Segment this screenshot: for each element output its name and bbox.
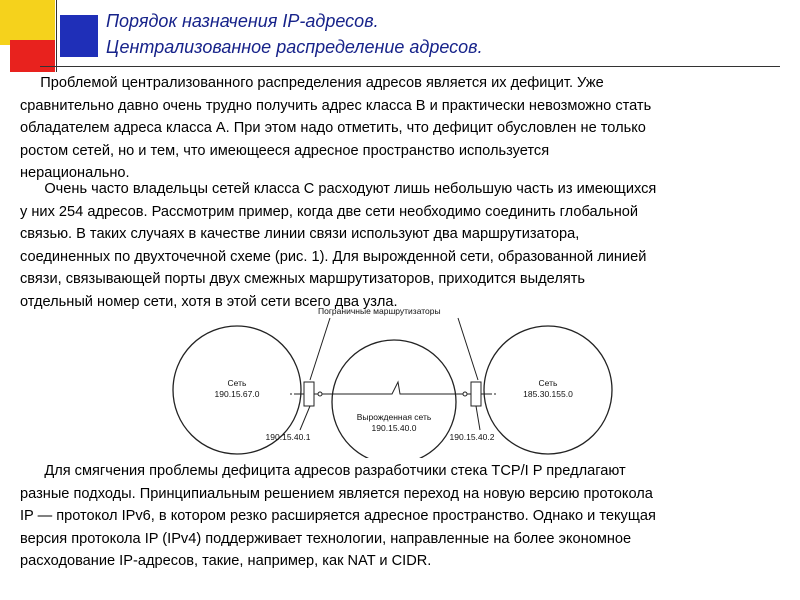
text-line: у них 254 адресов. Рассмотрим пример, когда две сети необходимо соединить глобальной (20, 203, 639, 220)
point-to-point-link (322, 382, 463, 394)
logo-square-yellow (0, 0, 55, 45)
network-center-label: Вырожденная сеть (356, 412, 432, 422)
network-center-address: 190.15.40.0 (371, 423, 417, 433)
network-right-address: 185.30.155.0 (523, 389, 573, 399)
text-line: связью. В таких случаях в качестве линии связи используют два маршрутизатора, (20, 226, 580, 242)
header-vertical-rule (56, 0, 57, 72)
port-left-address: 190.15.40.1 (265, 432, 311, 442)
slide-title-line-2: Централизованное распределение адресов. (106, 37, 483, 57)
router-right (471, 382, 481, 406)
text-line: сравнительно давно очень трудно получить адрес класса В и практически невозможно стать (20, 97, 652, 114)
text-line: Проблемой централизованного распределения адресов является их дефицит. Уже (20, 75, 604, 91)
routers-label: Пограничные маршрутизаторы (318, 306, 441, 316)
network-right-label: Сеть (538, 378, 558, 388)
logo-square-blue (60, 15, 98, 57)
text-line: связи, связывающей порты двух смежных маршрутизаторов, приходится выделять (20, 271, 586, 287)
network-diagram (160, 298, 640, 458)
text-line: расходование IP-адресов, такие, например, как NAT и CIDR. (20, 553, 432, 569)
text-line: ростом сетей, но и тем, что имеющееся адресное пространство используется (20, 142, 550, 159)
paragraph-solutions (20, 460, 793, 573)
text-line: отдельный номер сети, хотя в этой сети всего два узла. (20, 293, 398, 310)
header-horizontal-rule (40, 66, 780, 67)
paragraph-deficit (20, 72, 793, 185)
network-left-label: Сеть (227, 378, 247, 388)
text-line: IP — протокол IPv6, в котором резко расширяется адресное пространство. Однако и текущая (20, 508, 656, 524)
text-line: Очень часто владельцы сетей класса С расходуют лишь небольшую часть из имеющихся (20, 181, 657, 197)
network-center-circle (332, 340, 456, 458)
logo-square-red (10, 40, 55, 72)
text-line: версия протокола IP (IPv4) поддерживает технологии, направленные на более экономное (20, 530, 632, 547)
paragraph-class-c (20, 178, 793, 313)
text-line: обладателем адреса класса А. При этом надо отметить, что дефицит обусловлен не только (20, 120, 646, 136)
router-pointer-left (310, 318, 330, 380)
text-line: разные подходы. Принципиальным решением является переход на новую версию протокола (20, 485, 653, 502)
router-pointer-right (458, 318, 478, 380)
port-right-address: 190.15.40.2 (449, 432, 495, 442)
slide-title (106, 8, 483, 60)
slide-title-line-1: Порядок назначения IP-адресов. (106, 11, 379, 31)
text-line: соединенных по двухточечной схеме (рис. 1). Для вырожденной сети, образованной линией (20, 248, 647, 265)
router-left (304, 382, 314, 406)
text-line: Для смягчения проблемы дефицита адресов разработчики стека TCP/I P предлагают (20, 463, 626, 479)
network-left-address: 190.15.67.0 (214, 389, 260, 399)
text-line: нерационально. (20, 165, 130, 181)
